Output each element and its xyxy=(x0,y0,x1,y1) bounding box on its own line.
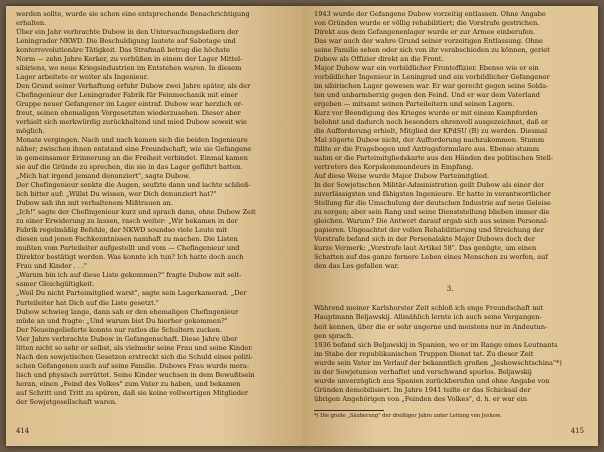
text-line: Parteileiter hat Dich auf die Liste gesetzt." xyxy=(16,298,159,307)
page-number-left: 414 xyxy=(16,426,30,435)
text-line: Auf diese Weise wurde Major Dubow Parteimitglied. xyxy=(314,172,490,181)
text-line: Stellung für die Umschulung der deutschen Industrie auf neue Geleise xyxy=(314,199,551,208)
text-line: „Mich hat irgend jemand denunziert", sagte Dubow. xyxy=(16,172,191,181)
right-page-text xyxy=(314,10,586,271)
text-line: In der Sowjetischen Militär-Administration geilt Dubow als einer der xyxy=(314,181,545,190)
text-line: verhielt sich merkwürdig zurückhaltend und mied Dubow soweit wie xyxy=(16,118,247,127)
text-line: ten und unbarmherzig gegen den Feind. Und er war dem Vaterland xyxy=(314,91,540,100)
text-line: Monate vergingen. Nach und nach kamen sich die beiden Ingenieure xyxy=(16,136,248,145)
text-line: schen Gefangenen auch auf seine Familie. Dubows Frau wurde mora- xyxy=(16,361,250,370)
text-line: die Aufforderung erhielt, Mitglied der KPdSU (B) zu werden. Diesmal xyxy=(314,127,548,136)
text-line: „Weil Du nicht Parteimitglied warst", sagte sein Lagerkamerad. „Der xyxy=(16,289,247,298)
text-line: „Ich!" sagte der Chefingenieur kurz und sprach dann, ohne Dubow Zeit xyxy=(16,208,256,217)
text-line: übrigen Angehörigen von „Feinden des Volkes", d. h. er war ein xyxy=(314,394,528,403)
text-line: „Warum bin ich auf diese Liste gekommen?" fragte Dubow mit selt- xyxy=(16,271,242,280)
text-line: Gruppe neuer Gefangener im Lager eintraf. Dubow war herzlich er- xyxy=(16,100,244,109)
text-line: wurde sein Vater im Verlauf der bekanntlich großen „Jeshowschtschina"*) xyxy=(314,358,562,367)
text-line: Norm — zehn Jahre Kerker, zu verbüßen in einem der Lager Mittel- xyxy=(16,55,243,64)
text-line: Direkt aus dem Gefangenenlager wurde er zur Armee einberufen. xyxy=(314,28,536,37)
text-line: samer Gleichgültigkeit. xyxy=(16,280,95,289)
text-line: zu einer Erwiderung zu lassen, rasch weiter: „Wir bekamen in der xyxy=(16,217,238,226)
text-line: Direktor bestätigt werden. Was konnte ich tun? Ich hatte doch auch xyxy=(16,253,244,262)
footnote: *) Die große „Säuberung" der dreißiger Jahre unter Leitung von Jeshow. xyxy=(314,412,502,419)
text-line: den das Los gefallen war. xyxy=(314,262,399,271)
text-line: 1936 befand sich Beljawskij in Spanien, wo er im Range eines Leutnants xyxy=(314,340,558,349)
text-line: mußten vom Parteileiter aufgestellt und vom — Chefingenieur und xyxy=(16,244,240,253)
text-line: Lager arbeitete er weiter als Ingenieur. xyxy=(16,73,149,82)
text-line: belohnt und dadurch noch besonders ehrenvoll ausgezeichnet, daß er xyxy=(314,118,549,127)
text-line: gleichen. Warum? Die Antwort darauf ergab sich aus seinen Personal- xyxy=(314,217,549,226)
text-line: Der Neueingelieferte konnte nur ratlos die Schultern zucken. xyxy=(16,325,222,334)
text-line: Mal zögerte Dubow nicht, der Aufforderung nachzukommen. Stumm xyxy=(314,136,545,145)
text-line: Fabrik regelmäßig Befehle, der NKWD soundso viele Leute mit xyxy=(16,226,228,235)
text-line: im sibirischen Lager gewesen war. Er war gerecht gegen seine Solda- xyxy=(314,82,549,91)
text-line: Gründen demobilisiert. Im Jahre 1941 teilte er das Schicksal der xyxy=(314,385,531,394)
text-line: freut, seinen ehemaligen Vorgesetzten wiederzusehen. Dieser aber xyxy=(16,109,241,118)
text-line: heit kennen, über die er sehr ungerne und meistens nur in Andeutun- xyxy=(314,322,548,331)
text-line: Dubow als Offizier direkt an die Front. xyxy=(314,55,444,64)
text-line: Kurz vor Beendigung des Krieges wurde er mit einem Kampforden xyxy=(314,109,538,118)
text-line: kurze Vermerk: „Vorstrafe laut Artikel 58". Das genügte, um einen xyxy=(314,244,537,253)
text-line: in der Sowjetunion verhaftet und verschwand spurlos. Beljawskij xyxy=(314,367,532,376)
text-line: Vorstrafe befand sich in der Personalakte Major Dubows doch der xyxy=(314,235,535,244)
text-line: in gemeinsamer Erinnerung an die Freiheit verbindet. Einmal kamen xyxy=(16,154,248,163)
right-page xyxy=(302,6,598,446)
text-line: lich bitter auf: „Willst Du wissen, wer Dich denunziert hat?" xyxy=(16,190,217,199)
text-line: Während meiner Karlshorster Zeit schloß ich enge Freundschaft mit xyxy=(314,304,544,313)
text-line: werden sollte, wurde sie schon eine entsprechende Benachrichtigung xyxy=(16,10,250,18)
left-page xyxy=(6,6,302,446)
text-line: Dubow schwieg lange, dann sah er den ehemaligen Chefingenieur xyxy=(16,307,239,316)
text-line: diesen und jenen Fachkenntnissen namhaft zu machen. Die Listen xyxy=(16,235,238,244)
footnote-rule xyxy=(314,410,384,411)
text-line: seine Familie sehen oder sich von ihr verabschieden zu können, geriet xyxy=(314,46,550,55)
text-line: zuverlässigsten und fähigsten Ingenieure. Er hatte in verantwortlicher xyxy=(314,190,551,199)
text-line: Hauptmann Beljawskij. Allmählich lernte ich auch seine Vergangen- xyxy=(314,313,542,322)
text-line: 1943 wurde der Gefangene Dubow vorzeitig entlassen. Ohne Angabe xyxy=(314,10,546,18)
book-spread xyxy=(6,6,598,446)
text-line: von Gründen wurde er völlig rehabilitiert; die Vorstrafe gestrichen. xyxy=(314,19,540,28)
text-line: papieren. Ungeachtet der vollen Rehabilitierung und Streichung der xyxy=(314,226,544,235)
text-line: Major Dubow war ein vorbildlicher Frontoffizier. Ebenso wie er ein xyxy=(314,64,539,73)
text-line: Schatten auf das ganze fernere Leben eines Menschen zu werfen, auf xyxy=(314,253,548,262)
text-line: Der Chefingenieur senkte die Augen, seufzte dann und lachte schließ- xyxy=(16,181,251,190)
text-line: Über ein Jahr verbrachte Dubow in den Untersuchungskellern der xyxy=(16,28,239,37)
text-line: litten nicht so sehr er selbst, als vielmehr seine Frau und seine Kinder. xyxy=(16,343,253,352)
text-line: vorbildlicher Ingenieur in Leningrad und ein vorbildlicher Gefangener xyxy=(314,73,550,82)
text-line: möglich. xyxy=(16,127,45,136)
text-line: zu sorgen; aber sein Rang und seine Dienststellung blieben immer die xyxy=(314,208,550,217)
text-line: füllte er die Fragebogen und Antragsformulare aus. Ebenso stumm xyxy=(314,145,540,154)
text-line: wurde unverzüglich aus Spanien zurückberufen und ohne Angabe von xyxy=(314,376,550,385)
text-line: Dubow sah ihn mit verhaltenem Mißtrauen an. xyxy=(16,199,173,208)
left-page-text xyxy=(16,10,292,407)
text-line: lisch und physisch zerrüttet. Seine Kinder wuchsen in dem Bewußtsein xyxy=(16,370,255,379)
text-line: Chefingenieur der Leningrader Fabrik für Feinmechanik mit einer xyxy=(16,91,238,100)
text-line: Vier Jahre verbrachte Dubow in Gefangenschaft. Diese Jahre über xyxy=(16,334,238,343)
text-line: Nach den sowjetischen Gesetzen erstreckt sich die Schuld eines politi- xyxy=(16,352,253,361)
text-line: der Sowjetgesellschaft waren. xyxy=(16,397,118,406)
text-line: erhalten. xyxy=(16,19,47,28)
text-line: vertreters des Korpskommandeurs in Empfang. xyxy=(314,163,474,172)
text-line: konterrevolutionäre Tätigkeit. Das Strafmaß betrug die höchste xyxy=(16,46,230,55)
text-line: Leningrader NKWD. Die Beschuldigung lautete auf Sabotage und xyxy=(16,37,236,46)
text-line: sibiriens, wo neue Kriegsindustrien im Entstehen waren. In diesem xyxy=(16,64,242,73)
text-line: müde an und fragte: „Und warum bist Du hierher gekommen?" xyxy=(16,316,228,325)
text-line: heran, einen „Feind des Volkes" zum Vater zu haben, und bekamen xyxy=(16,379,241,388)
text-line: nahm er die Parteimitgliedskarte aus den Händen des politischen Stell- xyxy=(314,154,554,163)
text-line: auf Schritt und Tritt zu spüren, daß sie keine vollwertigen Mitglieder xyxy=(16,388,249,397)
right-page-text-continued xyxy=(314,304,586,403)
text-line: Das war auch der wahre Grund seiner vorzeitigen Entlassung. Ohne xyxy=(314,37,543,46)
text-line: gen sprach. xyxy=(314,331,354,340)
text-line: sie auf die Gründe zu sprechen, die sie in das Lager geführt hatten. xyxy=(16,163,243,172)
text-line: näher; zwischen ihnen entstand eine Freundschaft, wie sie Gefangene xyxy=(16,145,252,154)
text-line: Den Grund seiner Verhaftung erfuhr Dubow zwei Jahre später, als der xyxy=(16,82,251,91)
page-number-right: 415 xyxy=(570,426,584,435)
text-line: im Stabe der republikanischen Truppen Dienst tat. Zu dieser Zeit xyxy=(314,349,534,358)
text-line: ergeben — mitsamt seinen Parteileitern und seinen Lagern. xyxy=(314,100,515,109)
section-number: 3. xyxy=(446,285,454,294)
text-line: Frau und Kinder . . ." xyxy=(16,262,87,271)
